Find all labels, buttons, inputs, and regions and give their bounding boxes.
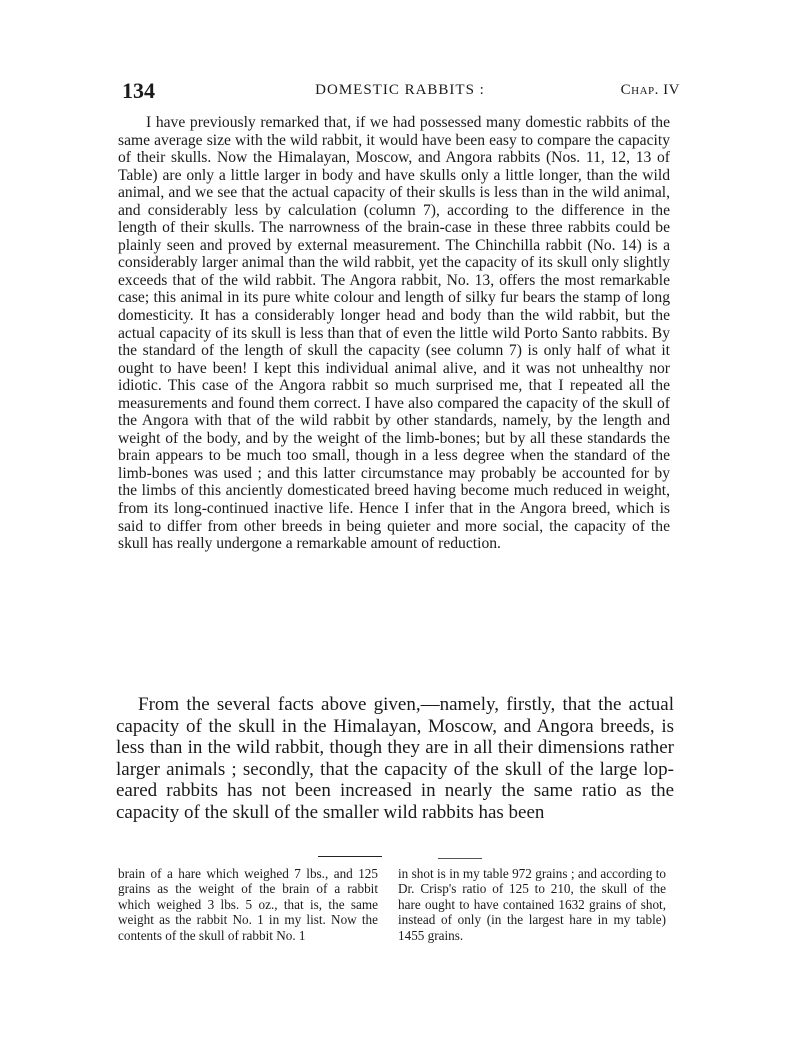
- page-header: [120, 78, 680, 110]
- footnote-divider: [318, 856, 382, 857]
- footnote-left-column: brain of a hare which weighed 7 lbs., and 125 grains as the weight of the brain of a rabbit which weighed 3 lbs. 5 oz., that is, the same weight as the rabbit No. 1 in my list. Now the contents of the skull of rabbit No. 1: [118, 866, 378, 943]
- footnote-divider-right: [438, 858, 482, 859]
- page-number: 134: [122, 78, 155, 103]
- footnote-right-column: in shot is in my table 972 grains ; and according to Dr. Crisp's ratio of 125 to 210, the skull of the hare ought to have contained 1632 grains of shot, instead of only (in the largest hare in my table) 1455 grains.: [398, 866, 666, 943]
- body-paragraph-2: From the several facts above given,—namely, firstly, that the actual capacity of the skull in the Himalayan, Moscow, and Angora breeds, is less than in the wild rabbit, though they are in all their dimensions rather larger animals ; secondly, that the capacity of the skull of the large lop-eared rabbits has not been increased in nearly the same ratio as the capacity of the skull of the smaller wild rabbits has been: [116, 694, 674, 823]
- running-title: DOMESTIC RABBITS :: [315, 82, 485, 98]
- body-paragraph-1: I have previously remarked that, if we had possessed many domestic rabbits of the same average size with the wild rabbit, it would have been easy to compare the capacity of their skulls. Now the Himalayan, Moscow, and Angora rabbits (Nos. 11, 12, 13 of Table) are only a little larger in body and have skulls only a little longer, than the wild animal, and we see that the actual capacity of their skulls is less than in the wild animal, and considerably less by calculation (column 7), according to the difference in the length of their skulls. The narrowness of the brain-case in these three rabbits could be plainly seen and proved by external measurement. The Chinchilla rabbit (No. 14) is a considerably larger animal than the wild rabbit, yet the capacity of its skull only slightly exceeds that of the wild rabbit. The Angora rabbit, No. 13, offers the most remarkable case; this animal in its pure white colour and length of silky fur bears the stamp of long domesticity. It has a considerably longer head and body than the wild rabbit, but the actual capacity of its skull is less than that of even the little wild Porto Santo rabbits. By the standard of the length of skull the capacity (see column 7) is only half of what it ought to have been! I kept this individual animal alive, and it was not unhealthy nor idiotic. This case of the Angora rabbit so much surprised me, that I repeated all the measurements and found them correct. I have also compared the capacity of the skull of the Angora with that of the wild rabbit by other standards, namely, by the length and weight of the body, and by the weight of the limb-bones; but by all these standards the brain appears to be much too small, though in a less degree when the standard of the limb-bones was used ; and this latter circumstance may probably be accounted for by the limbs of this anciently domesticated breed having become much reduced in weight, from its long-continued inactive life. Hence I infer that in the Angora breed, which is said to differ from other breeds in being quieter and more social, the capacity of the skull has really undergone a remarkable amount of reduction.: [118, 114, 670, 553]
- chapter-label: Chap. IV: [620, 82, 680, 98]
